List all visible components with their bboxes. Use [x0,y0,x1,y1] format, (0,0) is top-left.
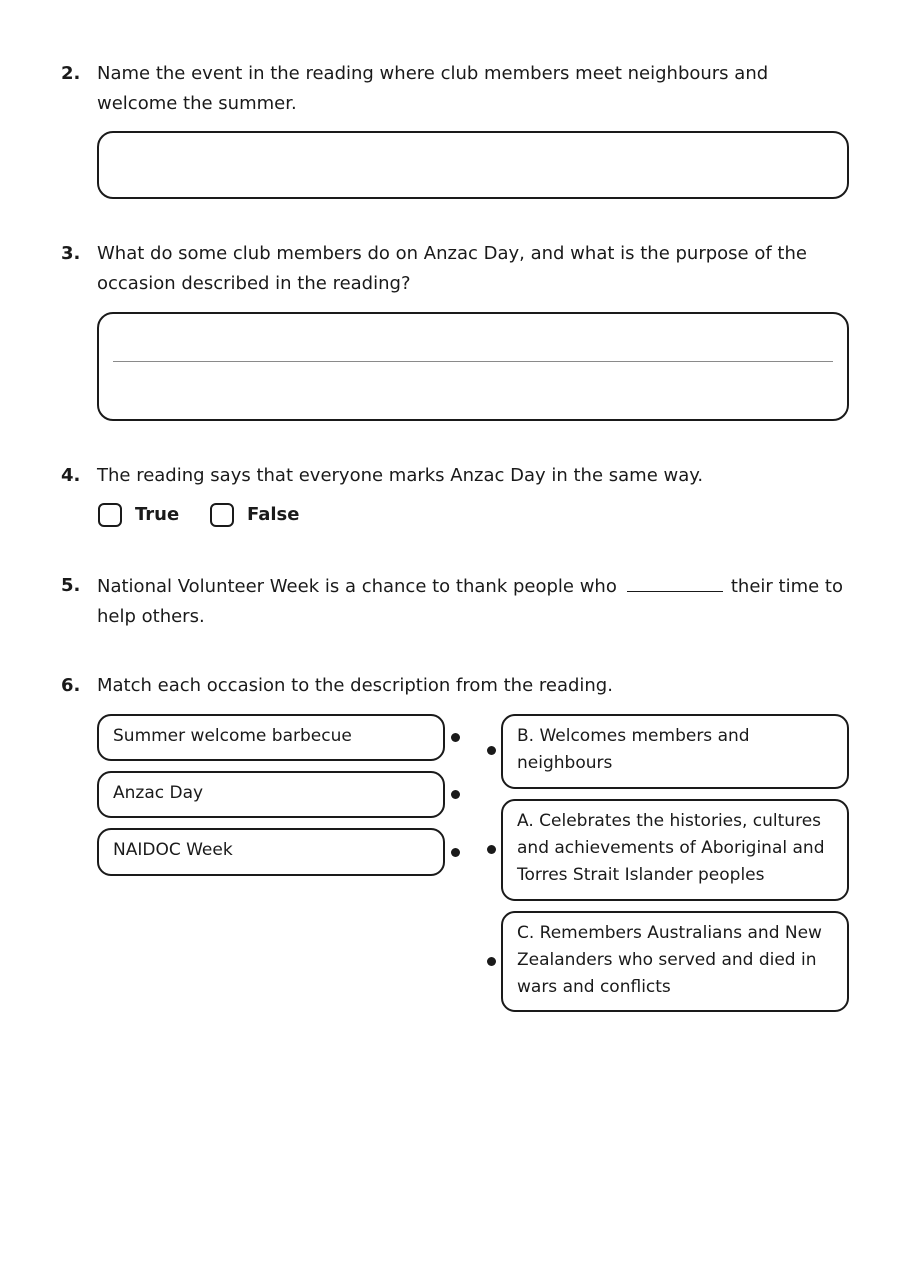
match-right-label: A. Celebrates the histories, cultures and achievements of Aboriginal and Torres Strait Islander peoples [517,811,825,885]
question-text: Name the event in the reading where club members meet neighbours and welcome the summer. [97,63,769,114]
answer-box-q2[interactable] [97,131,849,199]
answer-box-q3[interactable] [97,312,849,421]
match-left-label: Anzac Day [113,783,204,803]
match-right-dot-3[interactable] [487,957,496,966]
answer-line [113,361,833,362]
match-right-label: B. Welcomes members and neighbours [517,726,750,773]
question-number: 3. [61,243,81,264]
match-left-item-1[interactable] [97,714,445,761]
match-right-label: C. Remembers Australians and New Zealanders who served and died in wars and conflicts [517,923,822,997]
question-text-after: their time to help others. [97,576,843,627]
question-text: Match each occasion to the description from the reading. [97,675,613,696]
question-text: What do some club members do on Anzac Day, and what is the purpose of the occasion described in the reading? [97,243,807,294]
question-6 [61,671,861,701]
match-left-label: Summer welcome barbecue [113,726,352,746]
fill-in-blank[interactable] [627,571,723,592]
match-right-dot-1[interactable] [487,746,496,755]
question-5 [61,571,861,631]
match-right-item-c[interactable] [501,911,849,1012]
true-option-label: True [135,504,180,525]
question-3 [61,239,861,299]
true-checkbox[interactable] [98,503,122,527]
question-number: 2. [61,63,81,84]
match-right-item-b[interactable] [501,714,849,789]
match-left-dot-1[interactable] [451,733,460,742]
question-text-before: National Volunteer Week is a chance to thank people who [97,576,617,597]
match-left-item-3[interactable] [97,828,445,876]
question-number: 5. [61,575,81,596]
match-left-dot-2[interactable] [451,790,460,799]
question-4 [61,461,861,491]
match-left-label: NAIDOC Week [113,840,233,860]
match-right-item-a[interactable] [501,799,849,901]
false-option-label: False [247,504,300,525]
question-number: 4. [61,465,81,486]
question-text [97,571,853,632]
match-right-dot-2[interactable] [487,845,496,854]
match-left-dot-3[interactable] [451,848,460,857]
question-number: 6. [61,675,81,696]
question-text: The reading says that everyone marks Anzac Day in the same way. [97,465,704,486]
match-left-item-2[interactable] [97,771,445,818]
false-checkbox[interactable] [210,503,234,527]
